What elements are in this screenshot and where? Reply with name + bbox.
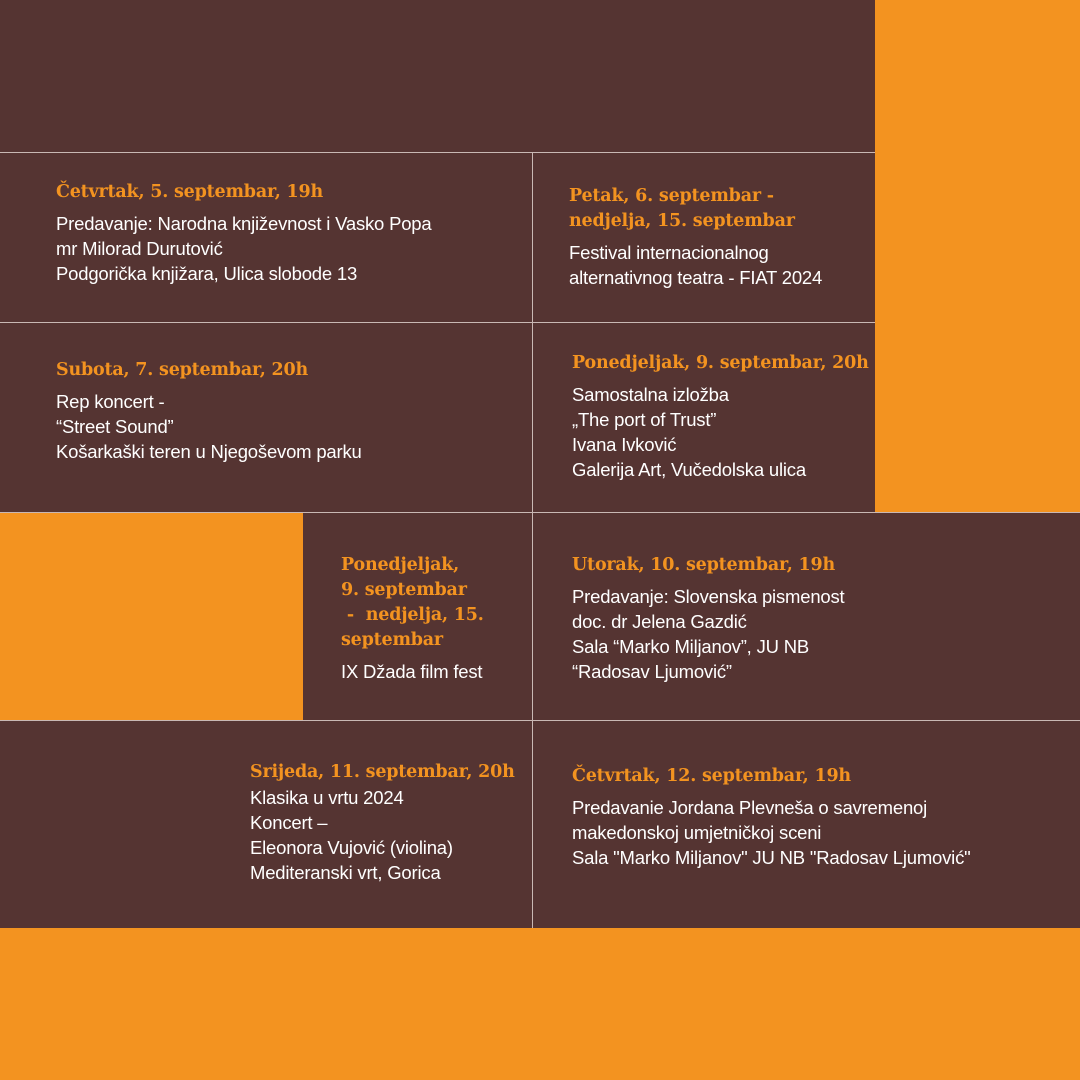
divider-h2: [0, 322, 875, 323]
event-card: [569, 184, 869, 290]
event-details: Predavanje: Slovenska pismenost doc. dr Jelena Gazdić Sala “Marko Miljanov”, JU NB “Radosav Ljumović”: [572, 586, 845, 682]
event-date: Četvrtak, 5. septembar, 19h: [56, 182, 323, 202]
divider-h1: [0, 152, 875, 153]
event-date: Ponedjeljak, 9. septembar - nedjelja, 15. septembar: [341, 555, 484, 650]
event-card: [572, 764, 1072, 870]
event-card: [572, 351, 872, 482]
event-details: Festival internacionalnog alternativnog teatra - FIAT 2024: [569, 242, 823, 288]
event-card: [250, 760, 525, 885]
event-date: Petak, 6. septembar - nedjelja, 15. septembar: [569, 186, 795, 231]
event-card: [56, 180, 516, 286]
event-details: Klasika u vrtu 2024 Koncert – Eleonora Vujović (violina) Mediteranski vrt, Gorica: [250, 787, 453, 883]
divider-v: [532, 152, 533, 928]
event-details: Predavanie Jordana Plevneša o savremenoj makedonskoj umjetničkoj sceni Sala "Marko Miljanov" JU NB "Radosav Ljumović": [572, 797, 971, 868]
event-date: Subota, 7. septembar, 20h: [56, 360, 308, 380]
event-card: [56, 358, 516, 464]
event-card: [572, 553, 1032, 684]
event-details: Predavanje: Narodna književnost i Vasko Popa mr Milorad Durutović Podgorička knjižara, Ulica slobode 13: [56, 213, 432, 284]
event-date: Utorak, 10. septembar, 19h: [572, 555, 835, 575]
event-details: IX Džada film fest: [341, 661, 483, 682]
divider-h4: [0, 720, 1080, 721]
divider-h3: [0, 512, 1080, 513]
event-date: Četvrtak, 12. septembar, 19h: [572, 766, 851, 786]
event-date: Ponedjeljak, 9. septembar, 20h: [572, 353, 869, 373]
event-details: Rep koncert - “Street Sound” Košarkaški teren u Njegoševom parku: [56, 391, 362, 462]
event-details: Samostalna izložba „The port of Trust” Ivana Ivković Galerija Art, Vučedolska ulica: [572, 384, 806, 480]
event-date: Srijeda, 11. septembar, 20h: [250, 762, 515, 782]
event-card: [341, 553, 526, 684]
